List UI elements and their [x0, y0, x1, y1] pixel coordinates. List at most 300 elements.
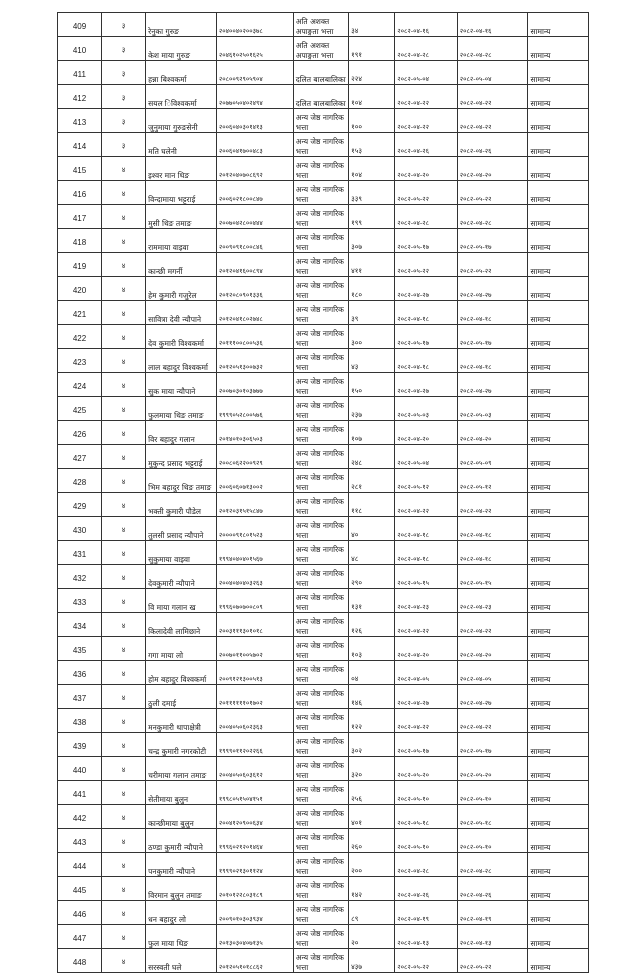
ward-cell: ४ [102, 901, 146, 925]
date-cell: २०८२-०५-०४ [395, 61, 458, 85]
date-cell: २०८२-०४-२८ [395, 205, 458, 229]
serial-number-cell: 433 [58, 589, 102, 613]
date-cell: २०८२-०४-२२ [395, 709, 458, 733]
table-row [58, 157, 589, 181]
allowance-type-cell: अन्य जेष्ठ नागरिक भत्ता [293, 205, 348, 229]
date-cell: २०८२-०४-२२ [395, 109, 458, 133]
amount-cell: ३४ [349, 13, 395, 37]
amount-cell: १४६ [349, 685, 395, 709]
table-row [58, 757, 589, 781]
date-cell-2: २०८२-०४-१८ [457, 517, 528, 541]
name-cell: ठुली दमाई [146, 685, 217, 709]
table-row [58, 805, 589, 829]
ward-cell: ३ [102, 37, 146, 61]
name-cell: रेनुका गुरुङ [146, 13, 217, 37]
allowance-type-cell: अन्य जेष्ठ नागरिक भत्ता [293, 445, 348, 469]
amount-cell: १३१ [349, 589, 395, 613]
allowance-type-cell: अन्य जेष्ठ नागरिक भत्ता [293, 397, 348, 421]
date-cell-2: २०८२-०४-२२ [457, 709, 528, 733]
name-cell: कान्छीमाया बुलुन [146, 805, 217, 829]
date-cell-2: २०८२-०४-१६ [457, 13, 528, 37]
ward-cell: ४ [102, 157, 146, 181]
id-number-cell: २०१२०४१६००८९४ [216, 253, 293, 277]
table-row [58, 517, 589, 541]
id-number-cell: २०१०१२२८०३१८९ [216, 877, 293, 901]
date-cell: २०८२-०५-१२ [395, 469, 458, 493]
name-cell: विन्दामाया भट्टराई [146, 181, 217, 205]
status-cell: सामान्य [528, 493, 589, 517]
status-cell: सामान्य [528, 37, 589, 61]
date-cell: २०८२-०४-१३ [395, 925, 458, 949]
serial-number-cell: 416 [58, 181, 102, 205]
allowance-type-cell: अन्य जेष्ठ नागरिक भत्ता [293, 325, 348, 349]
date-cell: २०८२-०५-१० [395, 781, 458, 805]
amount-cell: ३२० [349, 757, 395, 781]
amount-cell: ३९ [349, 301, 395, 325]
allowance-type-cell: अन्य जेष्ठ नागरिक भत्ता [293, 925, 348, 949]
date-cell: २०८२-०५-१० [395, 829, 458, 853]
table-row [58, 853, 589, 877]
name-cell: पनकुमारी न्यौपाने [146, 853, 217, 877]
date-cell: २०८२-०५-१८ [395, 805, 458, 829]
id-number-cell: २००६०४०३०१४१३ [216, 109, 293, 133]
amount-cell: ४३ [349, 349, 395, 373]
table-row [58, 13, 589, 37]
table-row [58, 277, 589, 301]
status-cell: सामान्य [528, 925, 589, 949]
status-cell: सामान्य [528, 61, 589, 85]
date-cell-2: २०८२-०४-२८ [457, 205, 528, 229]
table-row [58, 565, 589, 589]
table-row [58, 181, 589, 205]
allowance-type-cell: अन्य जेष्ठ नागरिक भत्ता [293, 829, 348, 853]
allowance-type-cell: अन्य जेष्ठ नागरिक भत्ता [293, 589, 348, 613]
ward-cell: ३ [102, 85, 146, 109]
name-cell: देवकुमारी न्यौपाने [146, 565, 217, 589]
name-cell: सेतीमाया बुलुन [146, 781, 217, 805]
ward-cell: ४ [102, 589, 146, 613]
date-cell-2: २०८२-०४-२२ [457, 109, 528, 133]
status-cell: सामान्य [528, 733, 589, 757]
amount-cell: १०४ [349, 85, 395, 109]
table-row [58, 637, 589, 661]
status-cell: सामान्य [528, 541, 589, 565]
date-cell-2: २०८२-०४-१८ [457, 349, 528, 373]
ward-cell: ४ [102, 325, 146, 349]
id-number-cell: १९९८०५१५०४१५१ [216, 781, 293, 805]
date-cell-2: २०८२-०५-१७ [457, 229, 528, 253]
amount-cell: ३०० [349, 325, 395, 349]
serial-number-cell: 431 [58, 541, 102, 565]
amount-cell: ४०१ [349, 805, 395, 829]
date-cell-2: २०८२-०५-२२ [457, 181, 528, 205]
ward-cell: ४ [102, 781, 146, 805]
amount-cell: ३०२ [349, 733, 395, 757]
allowance-type-cell: अन्य जेष्ठ नागरिक भत्ता [293, 229, 348, 253]
serial-number-cell: 419 [58, 253, 102, 277]
allowance-type-cell: अन्य जेष्ठ नागरिक भत्ता [293, 949, 348, 973]
name-cell: सयल िविश्वकर्मा [146, 85, 217, 109]
amount-cell: १५३ [349, 133, 395, 157]
amount-cell: २० [349, 925, 395, 949]
id-number-cell: २०१३०३०४०७१३५ [216, 925, 293, 949]
serial-number-cell: 424 [58, 373, 102, 397]
ward-cell: ४ [102, 421, 146, 445]
table-row [58, 421, 589, 445]
ward-cell: ४ [102, 349, 146, 373]
date-cell-2: २०८२-०४-२७ [457, 685, 528, 709]
allowance-type-cell: अन्य जेष्ठ नागरिक भत्ता [293, 685, 348, 709]
date-cell-2: २०८२-०४-२८ [457, 853, 528, 877]
date-cell: २०८२-०५-२२ [395, 253, 458, 277]
date-cell: २०८२-०५-२२ [395, 181, 458, 205]
serial-number-cell: 426 [58, 421, 102, 445]
name-cell: होम बहादुर विश्वकर्मा [146, 661, 217, 685]
serial-number-cell: 439 [58, 733, 102, 757]
allowance-type-cell: अन्य जेष्ठ नागरिक भत्ता [293, 301, 348, 325]
ward-cell: ४ [102, 181, 146, 205]
name-cell: हन्ना बिश्वकर्मा [146, 61, 217, 85]
ward-cell: ३ [102, 133, 146, 157]
date-cell: २०८२-०४-१८ [395, 517, 458, 541]
allowance-type-cell: अति अशक्त अपाङ्गता भत्ता [293, 37, 348, 61]
id-number-cell: २००००९१८०१५२३ [216, 517, 293, 541]
amount-cell: १९९ [349, 205, 395, 229]
allowance-type-cell: अन्य जेष्ठ नागरिक भत्ता [293, 109, 348, 133]
serial-number-cell: 415 [58, 157, 102, 181]
table-row [58, 301, 589, 325]
amount-cell: १०७ [349, 421, 395, 445]
name-cell: फुल माया थिङ [146, 925, 217, 949]
date-cell: २०८२-०४-२८ [395, 853, 458, 877]
serial-number-cell: 422 [58, 325, 102, 349]
table-row [58, 829, 589, 853]
date-cell-2: २०८२-०४-२७ [457, 277, 528, 301]
allowance-type-cell: अन्य जेष्ठ नागरिक भत्ता [293, 733, 348, 757]
id-number-cell: २००७०११००५७०२ [216, 637, 293, 661]
name-cell: केश माया गुरुङ [146, 37, 217, 61]
ward-cell: ४ [102, 493, 146, 517]
allowance-type-cell: दलित बालबालिका [293, 85, 348, 109]
name-cell: मति घलेनी [146, 133, 217, 157]
date-cell: २०८२-०४-२८ [395, 37, 458, 61]
date-cell-2: २०८२-०५-१८ [457, 805, 528, 829]
status-cell: सामान्य [528, 349, 589, 373]
date-cell: २०८२-०४-०५ [395, 661, 458, 685]
date-cell-2: २०८२-०४-२८ [457, 37, 528, 61]
allowance-type-cell: अन्य जेष्ठ नागरिक भत्ता [293, 541, 348, 565]
serial-number-cell: 427 [58, 445, 102, 469]
id-number-cell: २०१२०५१०१८८६२ [216, 949, 293, 973]
amount-cell: ३०७ [349, 229, 395, 253]
ward-cell: ३ [102, 109, 146, 133]
status-cell: सामान्य [528, 709, 589, 733]
name-cell: इश्वर मान थिङ [146, 157, 217, 181]
date-cell-2: २०८२-०५-१७ [457, 325, 528, 349]
allowance-type-cell: अन्य जेष्ठ नागरिक भत्ता [293, 709, 348, 733]
serial-number-cell: 443 [58, 829, 102, 853]
name-cell: लाल बहादुर विश्वकर्मा [146, 349, 217, 373]
name-cell: फुलमाया थिङ तमाङ [146, 397, 217, 421]
table-row [58, 589, 589, 613]
serial-number-cell: 440 [58, 757, 102, 781]
table-row [58, 229, 589, 253]
date-cell-2: २०८२-०४-२० [457, 157, 528, 181]
id-number-cell: २०११११११०१७०२ [216, 685, 293, 709]
id-number-cell: २०१२०५१३००७३२ [216, 349, 293, 373]
date-cell-2: २०८२-०४-२० [457, 637, 528, 661]
date-cell: २०८२-०४-१८ [395, 541, 458, 565]
amount-cell: ४३७ [349, 949, 395, 973]
status-cell: सामान्य [528, 13, 589, 37]
table-row [58, 925, 589, 949]
name-cell: विर बहादुर गलान [146, 421, 217, 445]
ward-cell: ४ [102, 517, 146, 541]
amount-cell: २५६ [349, 781, 395, 805]
table-row [58, 901, 589, 925]
ward-cell: ४ [102, 469, 146, 493]
status-cell: सामान्य [528, 205, 589, 229]
amount-cell: ३३९ [349, 181, 395, 205]
amount-cell: १२६ [349, 613, 395, 637]
ward-cell: ४ [102, 709, 146, 733]
name-cell: गगा माया लो [146, 637, 217, 661]
status-cell: सामान्य [528, 397, 589, 421]
serial-number-cell: 411 [58, 61, 102, 85]
ward-cell: ३ [102, 61, 146, 85]
ward-cell: ४ [102, 253, 146, 277]
date-cell: २०८२-०४-२७ [395, 277, 458, 301]
name-cell: सुक माया न्यौपाने [146, 373, 217, 397]
name-cell: विरमान बुलुन तमाङ [146, 877, 217, 901]
serial-number-cell: 420 [58, 277, 102, 301]
name-cell: भक्ती कुमारी पौडेल [146, 493, 217, 517]
serial-number-cell: 414 [58, 133, 102, 157]
name-cell: मनकुमारी थापाक्षेत्री [146, 709, 217, 733]
id-number-cell: २०४६१०२५०१६२५ [216, 37, 293, 61]
serial-number-cell: 428 [58, 469, 102, 493]
status-cell: सामान्य [528, 373, 589, 397]
date-cell: २०८२-०४-१६ [395, 13, 458, 37]
name-cell: धन बहादुर लो [146, 901, 217, 925]
serial-number-cell: 409 [58, 13, 102, 37]
table-row [58, 253, 589, 277]
date-cell-2: २०८२-०५-०९ [457, 445, 528, 469]
date-cell: २०८२-०४-२६ [395, 877, 458, 901]
date-cell: २०८२-०४-१८ [395, 301, 458, 325]
date-cell-2: २०८२-०४-२६ [457, 133, 528, 157]
date-cell-2: २०८२-०५-१२ [457, 469, 528, 493]
date-cell-2: २०८२-०४-१९ [457, 901, 528, 925]
ward-cell: ४ [102, 637, 146, 661]
id-number-cell: २००६०६०७१३००२ [216, 469, 293, 493]
id-number-cell: २०१४०१०३०६५०३ [216, 421, 293, 445]
status-cell: सामान्य [528, 805, 589, 829]
id-number-cell: २००६०२१८००८४७ [216, 181, 293, 205]
date-cell-2: २०८२-०५-०३ [457, 397, 528, 421]
date-cell-2: २०८२-०४-०५ [457, 661, 528, 685]
ward-cell: ४ [102, 925, 146, 949]
allowance-type-cell: अन्य जेष्ठ नागरिक भत्ता [293, 253, 348, 277]
date-cell-2: २०८२-०५-२२ [457, 949, 528, 973]
id-number-cell: १९९६०२१२०१४६४ [216, 829, 293, 853]
id-number-cell: २००४०५०६०२३६३ [216, 709, 293, 733]
amount-cell: २६० [349, 829, 395, 853]
ward-cell: ४ [102, 229, 146, 253]
date-cell: २०८२-०५-२२ [395, 949, 458, 973]
table-row [58, 493, 589, 517]
id-number-cell: २०१२०४१८०२७४८ [216, 301, 293, 325]
serial-number-cell: 446 [58, 901, 102, 925]
id-number-cell: २००३१११३०१०१८ [216, 613, 293, 637]
status-cell: सामान्य [528, 901, 589, 925]
name-cell: मुसी थिङ तमाङ [146, 205, 217, 229]
name-cell: सरस्वती घले [146, 949, 217, 973]
amount-cell: १०४ [349, 157, 395, 181]
date-cell-2: २०८२-०४-२२ [457, 85, 528, 109]
ward-cell: ४ [102, 541, 146, 565]
date-cell: २०८२-०५-०४ [395, 445, 458, 469]
status-cell: सामान्य [528, 685, 589, 709]
name-cell: चन्द्र कुमारी नगरकोटी [146, 733, 217, 757]
name-cell: भिम बहादुर थिङ तमाङ [146, 469, 217, 493]
allowance-type-cell: अन्य जेष्ठ नागरिक भत्ता [293, 781, 348, 805]
table-row [58, 541, 589, 565]
ward-cell: ४ [102, 877, 146, 901]
ward-cell: ४ [102, 853, 146, 877]
table-row [58, 373, 589, 397]
allowance-type-cell: अन्य जेष्ठ नागरिक भत्ता [293, 637, 348, 661]
amount-cell: २९० [349, 565, 395, 589]
allowance-type-cell: अन्य जेष्ठ नागरिक भत्ता [293, 517, 348, 541]
amount-cell: ८९ [349, 901, 395, 925]
id-number-cell: २००४०५०६०३६१२ [216, 757, 293, 781]
date-cell-2: २०८२-०४-२२ [457, 613, 528, 637]
date-cell: २०८२-०४-२२ [395, 613, 458, 637]
date-cell-2: २०८२-०४-२६ [457, 877, 528, 901]
date-cell-2: २०८२-०५-१५ [457, 565, 528, 589]
date-cell-2: २०८२-०४-२७ [457, 373, 528, 397]
name-cell: सुकुमाया वाइवा [146, 541, 217, 565]
id-number-cell: २००९१२१३००५१३ [216, 661, 293, 685]
serial-number-cell: 437 [58, 685, 102, 709]
date-cell: २०८२-०४-२० [395, 157, 458, 181]
id-number-cell: २०१२०३१५१५८४७ [216, 493, 293, 517]
amount-cell: २८१ [349, 469, 395, 493]
serial-number-cell: 412 [58, 85, 102, 109]
table-row [58, 397, 589, 421]
status-cell: सामान्य [528, 181, 589, 205]
allowance-type-cell: अति अशक्त अपाङ्गता भत्ता [293, 13, 348, 37]
id-number-cell: २०१२०४०७०८६९२ [216, 157, 293, 181]
allowance-type-cell: अन्य जेष्ठ नागरिक भत्ता [293, 661, 348, 685]
amount-cell: ११८ [349, 493, 395, 517]
ward-cell: ४ [102, 661, 146, 685]
id-number-cell: २०४००४०२००३७८ [216, 13, 293, 37]
table-row [58, 949, 589, 973]
date-cell: २०८२-०४-२३ [395, 589, 458, 613]
serial-number-cell: 444 [58, 853, 102, 877]
table-row [58, 85, 589, 109]
name-cell: हेम कुमारी गजुरेल [146, 277, 217, 301]
allowance-type-cell: अन्य जेष्ठ नागरिक भत्ता [293, 469, 348, 493]
date-cell: २०८२-०४-२२ [395, 85, 458, 109]
amount-cell: १०३ [349, 637, 395, 661]
id-number-cell: २००८०६२२००९२९ [216, 445, 293, 469]
allowance-type-cell: अन्य जेष्ठ नागरिक भत्ता [293, 901, 348, 925]
date-cell: २०८२-०५-०३ [395, 397, 458, 421]
amount-cell: ४० [349, 517, 395, 541]
id-number-cell: २००४१२०९००६३४ [216, 805, 293, 829]
allowance-type-cell: अन्य जेष्ठ नागरिक भत्ता [293, 277, 348, 301]
table-row [58, 133, 589, 157]
table-row [58, 325, 589, 349]
status-cell: सामान्य [528, 133, 589, 157]
status-cell: सामान्य [528, 229, 589, 253]
date-cell: २०८२-०५-१५ [395, 565, 458, 589]
table-row [58, 445, 589, 469]
id-number-cell: २००६०४१७००४८३ [216, 133, 293, 157]
status-cell: सामान्य [528, 589, 589, 613]
name-cell: सावित्रा देवी न्यौपाने [146, 301, 217, 325]
beneficiary-table [57, 12, 589, 973]
status-cell: सामान्य [528, 757, 589, 781]
date-cell: २०८२-०४-२० [395, 637, 458, 661]
name-cell: कान्छी मगर्नी [146, 253, 217, 277]
ward-cell: ३ [102, 13, 146, 37]
serial-number-cell: 441 [58, 781, 102, 805]
amount-cell: ०४ [349, 661, 395, 685]
amount-cell: २०० [349, 853, 395, 877]
table-row [58, 709, 589, 733]
id-number-cell: १९९९०११२०२२६६ [216, 733, 293, 757]
name-cell: देव कुमारी विश्वकर्मा [146, 325, 217, 349]
name-cell: ठण्डा कुमारी न्यौपाने [146, 829, 217, 853]
amount-cell: १५० [349, 373, 395, 397]
id-number-cell: २०७७०५०४०२४९४ [216, 85, 293, 109]
table-row [58, 733, 589, 757]
amount-cell: २३७ [349, 397, 395, 421]
date-cell: २०८२-०५-१७ [395, 229, 458, 253]
status-cell: सामान्य [528, 253, 589, 277]
serial-number-cell: 430 [58, 517, 102, 541]
date-cell-2: २०८२-०४-२२ [457, 493, 528, 517]
amount-cell: १८० [349, 277, 395, 301]
allowance-type-cell: अन्य जेष्ठ नागरिक भत्ता [293, 181, 348, 205]
status-cell: सामान्य [528, 517, 589, 541]
status-cell: सामान्य [528, 421, 589, 445]
status-cell: सामान्य [528, 109, 589, 133]
allowance-type-cell: अन्य जेष्ठ नागरिक भत्ता [293, 421, 348, 445]
status-cell: सामान्य [528, 637, 589, 661]
ward-cell: ४ [102, 805, 146, 829]
date-cell-2: २०८२-०५-१० [457, 829, 528, 853]
amount-cell: २४८ [349, 445, 395, 469]
ward-cell: ४ [102, 733, 146, 757]
ward-cell: ४ [102, 397, 146, 421]
date-cell: २०८२-०४-२६ [395, 133, 458, 157]
name-cell: किलादेवी लामिछाने [146, 613, 217, 637]
id-number-cell: २००७०३०१०३७७७ [216, 373, 293, 397]
serial-number-cell: 423 [58, 349, 102, 373]
allowance-type-cell: दलित बालबालिका [293, 61, 348, 85]
ward-cell: ४ [102, 565, 146, 589]
ward-cell: ४ [102, 445, 146, 469]
amount-cell: १२२ [349, 709, 395, 733]
serial-number-cell: 442 [58, 805, 102, 829]
status-cell: सामान्य [528, 949, 589, 973]
status-cell: सामान्य [528, 829, 589, 853]
